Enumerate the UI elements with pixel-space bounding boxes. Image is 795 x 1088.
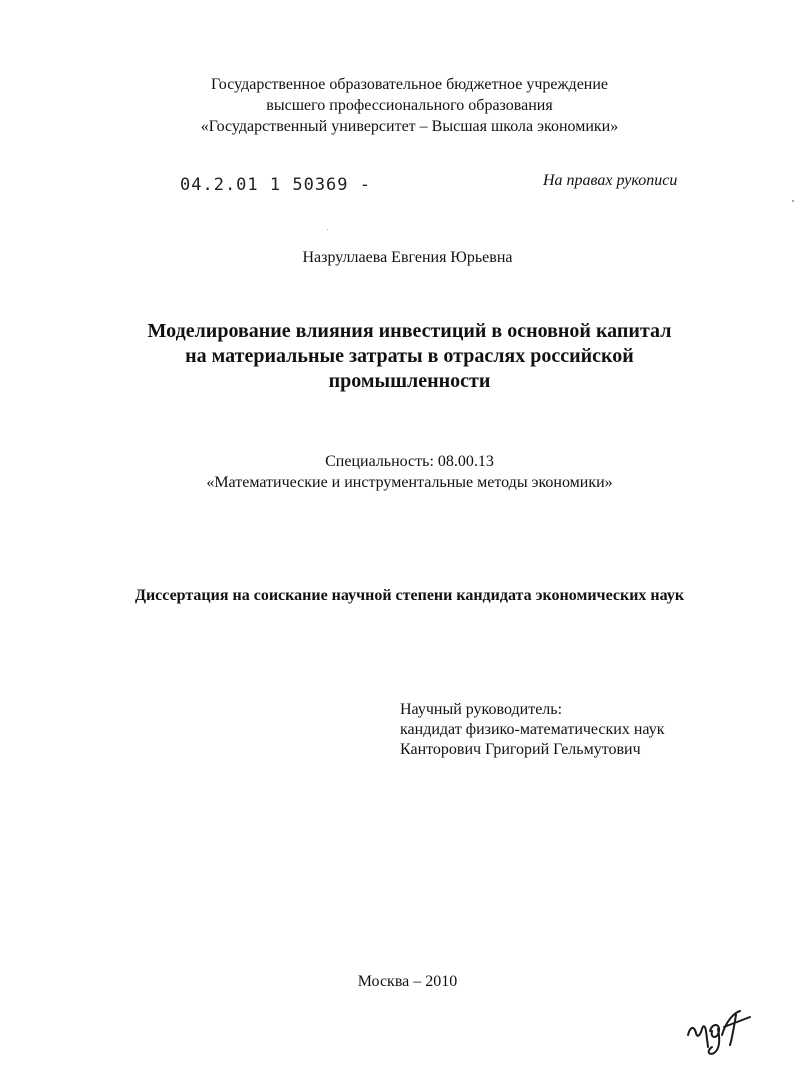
title-line-2: на материальные затраты в отраслях российской xyxy=(185,345,634,367)
dissertation-degree-text: Диссертация на соискание научной степени кандидата экономических наук xyxy=(134,587,685,604)
title-line-1: Моделирование влияния инвестиций в основной капитал xyxy=(147,320,672,342)
dissertation-degree-statement xyxy=(12,586,795,606)
institution-line-1: Государственное образовательное бюджетное учреждение xyxy=(210,76,609,93)
library-code-number: 04.2.01 1 50369 - xyxy=(180,175,371,195)
supervisor-name: Канторович Григорий Гельмутович xyxy=(400,741,641,758)
supervisor-label: Научный руководитель: xyxy=(400,701,563,718)
specialty-code: Специальность: 08.00.13 xyxy=(325,453,494,470)
institution-line-2: высшего профессионального образования xyxy=(266,97,553,114)
handwritten-signature-icon xyxy=(684,1005,754,1057)
specialty-block xyxy=(12,451,795,493)
dissertation-title xyxy=(12,319,795,394)
city-year xyxy=(10,972,795,992)
scan-speck xyxy=(327,229,328,230)
title-line-3: промышленности xyxy=(328,370,491,392)
city-year-text: Москва – 2010 xyxy=(357,973,458,990)
supervisor-block xyxy=(400,700,664,760)
institution-header xyxy=(12,74,795,137)
author-name xyxy=(10,248,795,268)
scan-speck xyxy=(792,200,794,202)
specialty-name: «Математические и инструментальные методы экономики» xyxy=(206,474,613,491)
author-name-text: Назруллаева Евгения Юрьевна xyxy=(302,249,513,266)
manuscript-rights-note: На правах рукописи xyxy=(543,172,678,189)
supervisor-degree: кандидат физико-математических наук xyxy=(400,721,665,738)
institution-line-3: «Государственный университет – Высшая школа экономики» xyxy=(200,118,619,135)
